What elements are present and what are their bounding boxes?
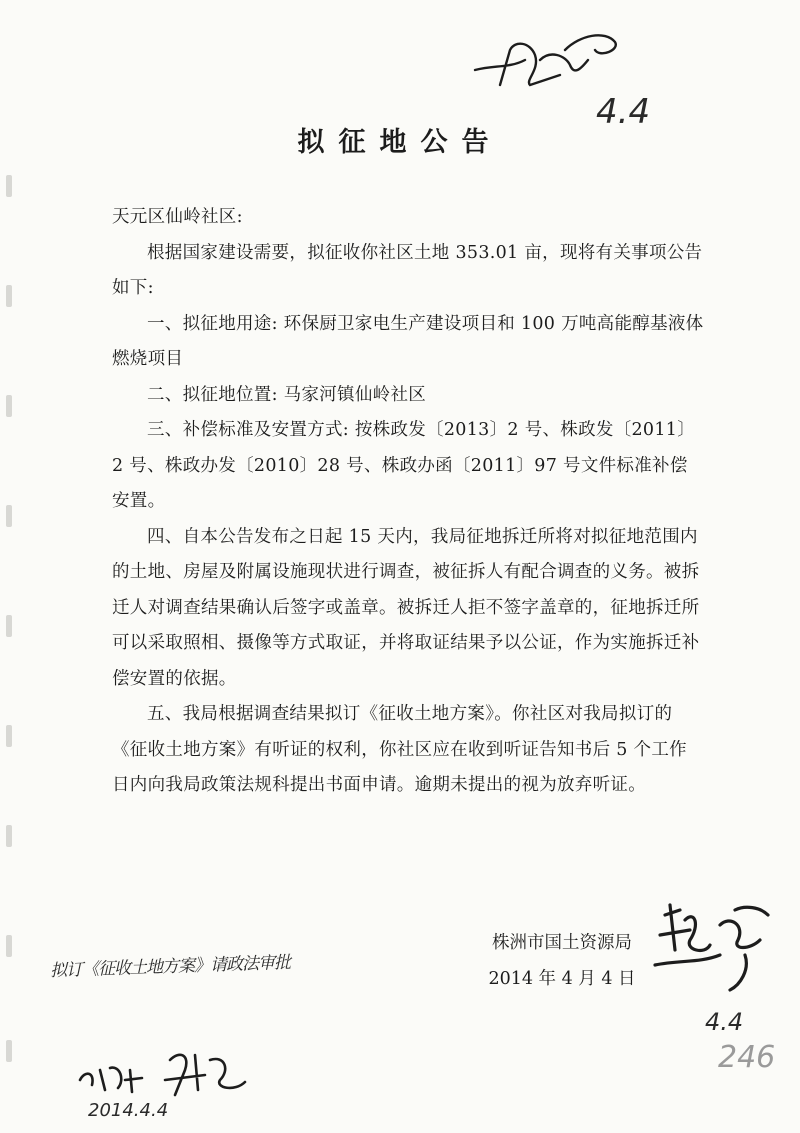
handwritten-date-bottom: 2014.4.4 bbox=[88, 1100, 169, 1121]
paragraph-location: 二、拟征地位置: 马家河镇仙岭社区 bbox=[147, 384, 427, 405]
handwritten-date-right: 4.4 bbox=[705, 1008, 744, 1036]
signature-top bbox=[470, 30, 630, 100]
paragraph-survey: 四、自本公告发布之日起 15 天内，我局征地拆迁所将对拟征地范围内的土地、房屋及附属设施现状进行调查，被征拆人有配合调查的义务。被拆迁人对调查结果确认后签字或盖章。被拆迁人拒不签字盖章的，征地拆迁所可以采取照相、摄像等方式取证，并将取证结果予以公证，作为实施拆迁补偿安置的依据。 bbox=[112, 526, 700, 689]
binder-hole bbox=[6, 505, 12, 527]
binder-hole bbox=[6, 615, 12, 637]
binder-hole bbox=[6, 935, 12, 957]
issuer-block bbox=[462, 925, 662, 997]
document-body bbox=[112, 200, 704, 804]
signature-right bbox=[650, 895, 780, 1005]
addressee: 天元区仙岭社区: bbox=[112, 207, 243, 227]
handwritten-note-left: 拟订《征收土地方案》请政法审批 bbox=[49, 952, 291, 982]
page-number: 246 bbox=[718, 1040, 776, 1075]
handwritten-date-top: 4.4 bbox=[596, 92, 651, 132]
issuer-name: 株洲市国土资源局 bbox=[492, 933, 632, 953]
binder-hole bbox=[6, 1040, 12, 1062]
document-title: 拟征地公告 bbox=[297, 127, 503, 158]
binder-hole bbox=[6, 175, 12, 197]
paragraph-intro: 根据国家建设需要，拟征收你社区土地 353.01 亩，现将有关事项公告如下: bbox=[112, 242, 703, 298]
paragraph-purpose: 一、拟征地用途: 环保厨卫家电生产建设项目和 100 万吨高能醇基液体燃烧项目 bbox=[112, 313, 704, 369]
binder-hole bbox=[6, 825, 12, 847]
paragraph-compensation: 三、补偿标准及安置方式: 按株政发〔2013〕2 号、株政发〔2011〕2 号、株政办发〔2010〕28 号、株政办函〔2011〕97 号文件标准补偿安置。 bbox=[112, 420, 696, 511]
issue-date: 2014 年 4 月 4 日 bbox=[488, 969, 636, 989]
binder-hole bbox=[6, 725, 12, 747]
binder-hole bbox=[6, 395, 12, 417]
paragraph-hearing: 五、我局根据调查结果拟订《征收土地方案》。你社区对我局拟订的《征收土地方案》有听证的权利，你社区应在收到听证告知书后 5 个工作日内向我局政策法规科提出书面申请。逾期未提出的视为放弃听证。 bbox=[112, 704, 687, 795]
binder-hole bbox=[6, 285, 12, 307]
